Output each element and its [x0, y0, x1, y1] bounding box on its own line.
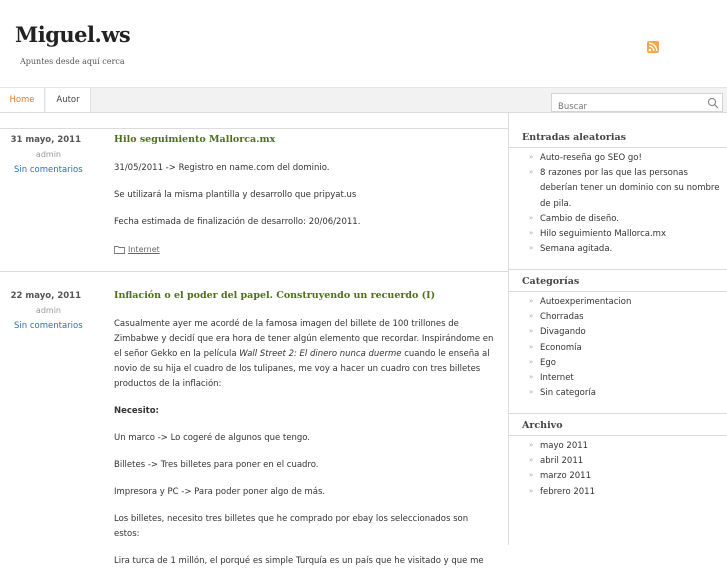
post-paragraph: Billetes -> Tres billetes para poner en el cuadro.	[114, 460, 319, 470]
post-body	[114, 161, 496, 242]
sidebar-rule	[509, 269, 727, 270]
list-item	[529, 439, 721, 454]
bullet-icon: »	[529, 486, 534, 495]
post-paragraph: Impresora y PC -> Para poder poner algo de más.	[114, 487, 326, 497]
post-paragraph: Los billetes, necesito tres billetes que he comprado por ebay los seleccionados son estos:	[114, 514, 469, 539]
bullet-icon: »	[529, 471, 534, 480]
bullet-icon: »	[529, 456, 534, 465]
post-paragraph: Lira turca de 1 millón, el porqué es simple Turquía es un país que he visitado y que me	[114, 556, 484, 566]
category-link[interactable]: Sin categoría	[540, 388, 596, 399]
random-post-link[interactable]: Semana agitada.	[540, 244, 613, 255]
post-category	[114, 245, 160, 254]
bullet-icon: »	[529, 342, 534, 351]
list-item	[529, 295, 721, 310]
folder-icon	[114, 245, 125, 254]
sidebar-title-random: Entradas aleatorias	[522, 132, 626, 143]
post-paragraph: Se utilizará la misma plantilla y desarrollo que pripyat.us	[114, 190, 357, 200]
site-tagline: Apuntes desde aquí cerca	[20, 57, 125, 66]
column-divider	[508, 113, 509, 545]
bullet-icon: »	[529, 441, 534, 449]
bullet-icon: »	[529, 297, 534, 305]
random-post-link[interactable]: Auto-reseña go SEO go!	[540, 153, 642, 163]
site-title[interactable]: Miguel.ws	[15, 22, 131, 47]
bullet-icon: »	[529, 213, 534, 222]
list-item	[529, 325, 721, 340]
post-author: admin	[35, 150, 61, 159]
list-item	[529, 485, 721, 500]
top-navigation	[0, 87, 727, 113]
post-author: admin	[35, 306, 61, 315]
random-post-link[interactable]: Hilo seguimiento Mallorca.mx	[540, 229, 666, 240]
sidebar-rule	[509, 147, 727, 148]
search-input[interactable]	[552, 99, 708, 116]
sidebar-rule	[509, 291, 727, 292]
archive-link[interactable]: mayo 2011	[540, 441, 589, 451]
list-item	[529, 356, 721, 371]
random-posts-list	[529, 151, 721, 257]
random-post-link[interactable]: Cambio de diseño.	[540, 213, 619, 224]
list-item	[529, 242, 721, 257]
post-date: 31 mayo, 2011	[10, 135, 81, 145]
bullet-icon: »	[529, 373, 534, 382]
list-item	[529, 310, 721, 325]
category-link[interactable]: Economía	[540, 342, 582, 353]
rss-feed-icon[interactable]	[647, 41, 659, 53]
archive-link[interactable]: febrero 2011	[540, 486, 595, 497]
archive-list	[529, 439, 721, 500]
post-paragraph: Fecha estimada de finalización de desarrollo: 20/06/2011.	[114, 217, 361, 227]
category-link[interactable]: Divagando	[540, 327, 586, 338]
post-paragraph: Casualmente ayer me acordé de la famosa imagen del billete de 100 trillones de Zimbabwe y decidí que era hora de tener algún elemento que recordar. Inspirándome en el señor Gekko en la película Wall Street 2: El dinero nunca duerme cuando le enseña al novio de su hija el cuadro de los tulipanes, me voy a hacer un cuadro con tres billetes productos de la inflación:	[114, 319, 494, 389]
post-comments-link[interactable]: Sin comentarios	[14, 165, 83, 175]
list-item	[529, 166, 721, 212]
post-subheading: Necesito:	[114, 406, 159, 416]
post-paragraph: Un marco -> Lo cogeré de algunos que tengo.	[114, 433, 311, 443]
post-body	[114, 317, 496, 581]
list-item	[529, 386, 721, 401]
category-link[interactable]: Ego	[540, 357, 556, 368]
list-item	[529, 469, 721, 484]
category-link[interactable]: Internet	[540, 373, 574, 384]
post-divider	[0, 271, 508, 272]
archive-link[interactable]: marzo 2011	[540, 471, 591, 482]
post-paragraph: 31/05/2011 -> Registro en name.com del dominio.	[114, 163, 330, 173]
search-box	[551, 93, 723, 112]
categories-list	[529, 295, 721, 401]
bullet-icon: »	[529, 327, 534, 336]
post-divider	[0, 128, 508, 129]
bullet-icon: »	[529, 153, 534, 161]
bullet-icon: »	[529, 229, 534, 238]
post-comments-link[interactable]: Sin comentarios	[14, 321, 83, 331]
random-post-link[interactable]: 8 razones por las que las personas deberían tener un dominio con su nombre de pila.	[540, 168, 720, 209]
sidebar-rule	[509, 435, 727, 436]
bullet-icon: »	[529, 168, 534, 177]
list-item	[529, 212, 721, 227]
sidebar-rule	[509, 413, 727, 414]
sidebar-title-archive: Archivo	[522, 420, 563, 431]
movie-title: Wall Street 2: El dinero nunca duerme	[239, 349, 402, 359]
list-item	[529, 151, 721, 166]
search-icon[interactable]	[707, 97, 719, 109]
post-category-link[interactable]: Internet	[128, 245, 160, 254]
post-date: 22 mayo, 2011	[10, 291, 81, 301]
tab-autor[interactable]: Autor	[46, 88, 91, 112]
bullet-icon: »	[529, 312, 534, 321]
list-item	[529, 371, 721, 386]
tab-home[interactable]: Home	[0, 88, 45, 112]
post-title[interactable]: Inflación o el poder del papel. Construyendo un recuerdo (I)	[114, 290, 436, 301]
bullet-icon: »	[529, 388, 534, 397]
archive-link[interactable]: abril 2011	[540, 456, 584, 467]
bullet-icon: »	[529, 244, 534, 253]
list-item	[529, 341, 721, 356]
post-title[interactable]: Hilo seguimiento Mallorca.mx	[114, 134, 276, 145]
bullet-icon: »	[529, 357, 534, 366]
sidebar-title-categories: Categorías	[522, 276, 580, 287]
category-link[interactable]: Chorradas	[540, 312, 584, 323]
list-item	[529, 227, 721, 242]
list-item	[529, 454, 721, 469]
category-link[interactable]: Autoexperimentacion	[540, 297, 632, 307]
